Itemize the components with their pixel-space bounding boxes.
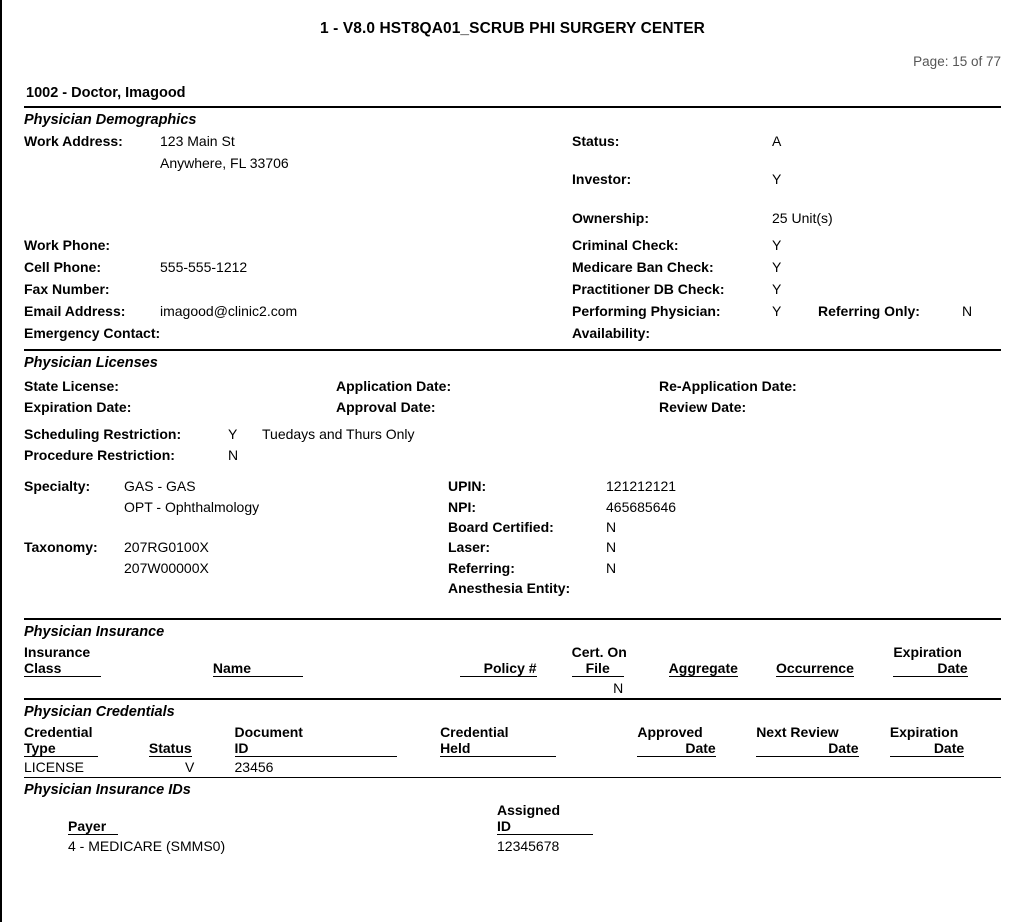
table-row (24, 678, 1001, 698)
criminal-check-label: Criminal Check: (572, 237, 679, 253)
col-cert-on-file: Cert. On File (571, 644, 627, 676)
investor-label: Investor: (572, 171, 632, 187)
taxonomy-value-1: 207RG0100X (124, 539, 209, 555)
table-header-row (24, 801, 1001, 836)
availability-label: Availability: (572, 325, 651, 341)
procedure-restriction-label: Procedure Restriction: (24, 447, 175, 463)
col-expiration-date: Expiration Date (893, 644, 968, 676)
specialty-label: Specialty: (24, 478, 91, 494)
col-approved-date: Approved Date (637, 724, 716, 756)
expiration-date-label: Expiration Date: (24, 399, 132, 415)
cell-document-id: 23456 (234, 759, 274, 775)
fax-number-label: Fax Number: (24, 281, 110, 297)
table-row (24, 836, 1001, 856)
table-header-row (24, 723, 1001, 757)
status-label: Status: (572, 133, 620, 149)
section-title-credentials: Physician Credentials (24, 704, 175, 720)
practitioner-db-check-label: Practitioner DB Check: (572, 281, 725, 297)
col-assigned-id: Assigned ID (497, 801, 781, 836)
col-aggregate: Aggregate (668, 660, 738, 676)
cell-phone-value: 555-555-1212 (160, 259, 248, 275)
col-policy: Policy # (460, 643, 572, 678)
performing-physician-label: Performing Physician: (572, 303, 721, 319)
cell-assigned-id: 12345678 (497, 838, 560, 854)
scheduling-restriction-label: Scheduling Restriction: (24, 426, 182, 442)
section-title-licenses: Physician Licenses (24, 355, 158, 371)
provider-heading: 1002 - Doctor, Imagood (26, 85, 186, 101)
procedure-restriction-value: N (228, 447, 239, 463)
col-expiration-date: Expiration Date (889, 724, 965, 756)
scheduling-restriction-note: Tuedays and Thurs Only (262, 426, 415, 442)
specialty-value-1: GAS - GAS (124, 478, 196, 494)
cell-insurance-class (24, 678, 213, 698)
cell-policy (460, 678, 572, 698)
report-body (2, 106, 1023, 856)
cell-phone-label: Cell Phone: (24, 259, 102, 275)
approval-date-label: Approval Date: (336, 399, 436, 415)
col-next-review-date: Next Review Date (756, 724, 859, 756)
board-certified-label: Board Certified: (448, 519, 554, 535)
laser-value: N (606, 539, 617, 555)
ownership-label: Ownership: (572, 210, 650, 226)
section-title-insurance: Physician Insurance (24, 624, 165, 640)
investor-value: Y (772, 171, 782, 187)
anesthesia-entity-label: Anesthesia Entity: (448, 580, 571, 596)
performing-physician-value: Y (772, 303, 782, 319)
taxonomy-value-2: 207W00000X (124, 560, 209, 576)
cell-next-review-date (756, 757, 890, 777)
medicare-ban-check-label: Medicare Ban Check: (572, 259, 714, 275)
referring-label: Referring: (448, 560, 515, 576)
cell-credential-held (440, 757, 637, 777)
col-credential-held: Credential Held (440, 723, 637, 757)
board-certified-value: N (606, 519, 617, 535)
col-status: Status (148, 740, 192, 756)
medicare-ban-check-value: Y (772, 259, 782, 275)
npi-value: 465685646 (606, 499, 677, 515)
cell-status: V (185, 759, 195, 775)
col-credential-type: Credential Type (24, 723, 149, 757)
upin-label: UPIN: (448, 478, 487, 494)
col-payer: Payer (24, 801, 497, 836)
col-document-id: Document ID (235, 723, 441, 757)
npi-label: NPI: (448, 499, 476, 515)
cell-payer: 4 - MEDICARE (SMMS0) (68, 838, 226, 854)
col-insurance-class: Insurance Class (24, 643, 213, 678)
application-date-label: Application Date: (336, 378, 452, 394)
referring-only-label: Referring Only: (818, 303, 920, 319)
cell-occurrence (776, 678, 893, 698)
practitioner-db-check-value: Y (772, 281, 782, 297)
col-occurrence: Occurrence (776, 660, 854, 676)
section-title-insurance-ids: Physician Insurance IDs (24, 782, 191, 798)
insurance-ids-table (24, 801, 1001, 856)
cell-cert-on-file: N (613, 680, 624, 696)
table-header-row (24, 643, 1001, 678)
specialty-value-2: OPT - Ophthalmology (124, 499, 260, 515)
cell-approved-date (637, 757, 756, 777)
laser-label: Laser: (448, 539, 491, 555)
cell-name (213, 678, 460, 698)
ownership-value: 25 Unit(s) (772, 210, 833, 226)
work-address-line2: Anywhere, FL 33706 (160, 155, 289, 171)
page-number: Page: 15 of 77 (913, 54, 1001, 69)
table-row (24, 757, 1001, 777)
upin-value: 121212121 (606, 478, 677, 494)
email-address-label: Email Address: (24, 303, 126, 319)
cell-aggregate (669, 678, 776, 698)
state-license-label: State License: (24, 378, 119, 394)
demographics-block (24, 131, 1001, 349)
licenses-block (24, 374, 1001, 618)
insurance-table (24, 643, 1001, 698)
email-address-value: imagood@clinic2.com (160, 303, 298, 319)
taxonomy-label: Taxonomy: (24, 539, 98, 555)
review-date-label: Review Date: (659, 399, 747, 415)
work-address-label: Work Address: (24, 133, 123, 149)
reapplication-date-label: Re-Application Date: (659, 378, 797, 394)
col-name: Name (213, 643, 460, 678)
cell-spacer (781, 836, 1001, 856)
referring-value: N (606, 560, 617, 576)
cell-credential-type: LICENSE (24, 759, 84, 775)
scheduling-restriction-value: Y (228, 426, 238, 442)
criminal-check-value: Y (772, 237, 782, 253)
cell-expiration-date (890, 757, 1001, 777)
referring-only-value: N (962, 303, 973, 319)
section-title-demographics: Physician Demographics (24, 112, 197, 128)
status-value: A (772, 133, 782, 149)
credentials-table (24, 723, 1001, 777)
cell-expiration (893, 678, 1001, 698)
emergency-contact-label: Emergency Contact: (24, 325, 161, 341)
work-phone-label: Work Phone: (24, 237, 111, 253)
page-title: 1 - V8.0 HST8QA01_SCRUB PHI SURGERY CENTER (320, 20, 705, 37)
work-address-line1: 123 Main St (160, 133, 235, 149)
col-spacer (781, 801, 1001, 836)
